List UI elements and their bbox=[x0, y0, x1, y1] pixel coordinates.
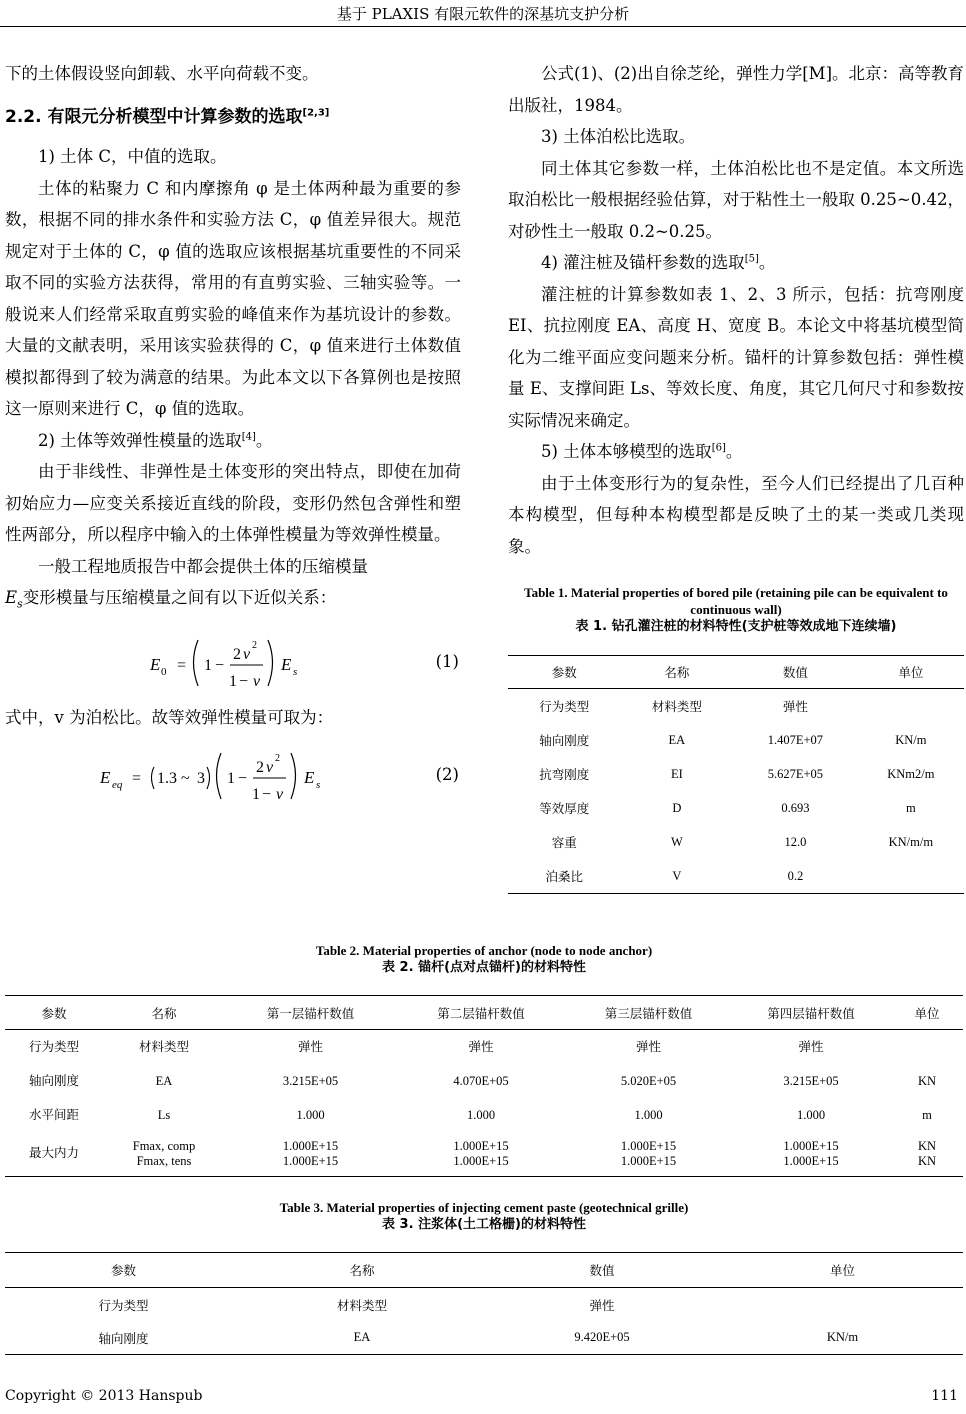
table2-header-cell: 名称 bbox=[103, 996, 225, 1030]
left-column bbox=[5, 58, 461, 815]
table1-header-cell: 名称 bbox=[621, 656, 734, 689]
table3-caption-en: Table 3. Material properties of injecting cement paste (geotechnical grille) bbox=[279, 1200, 689, 1215]
table3-header-cell: 参数 bbox=[5, 1253, 242, 1288]
paragraph-continuation: 下的土体假设竖向卸载、水平向荷载不变。 bbox=[5, 64, 319, 83]
equation-1-formula bbox=[5, 624, 335, 698]
table-cell: m bbox=[922, 1107, 932, 1122]
table-cell: 12.0 bbox=[784, 834, 807, 849]
running-header: 基于 PLAXIS 有限元软件的深基坑支护分析 bbox=[336, 5, 630, 23]
table1-caption-cn: 表 1. 钻孔灌注桩的材料特性(支护桩等效成地下连续墙) bbox=[575, 619, 897, 634]
table2-caption-cn: 表 2. 锚杆(点对点锚杆)的材料特性 bbox=[382, 960, 586, 975]
table-cell: 轴向刚度 bbox=[539, 734, 590, 748]
equation-1 bbox=[5, 624, 461, 698]
table-cell: 0.2 bbox=[787, 868, 804, 883]
table3-header-cell: 数值 bbox=[482, 1253, 722, 1288]
svg-text:1.3: 1.3 bbox=[157, 770, 177, 788]
table-cell: EI bbox=[670, 766, 683, 781]
table-cell: 1.000 bbox=[796, 1107, 826, 1122]
svg-text:s: s bbox=[293, 665, 298, 678]
table-cell: KN bbox=[917, 1073, 937, 1088]
table-row bbox=[5, 1288, 963, 1322]
table-cell: 最大内力 bbox=[28, 1146, 79, 1161]
table-cell: 轴向刚度 bbox=[28, 1073, 79, 1088]
table-cell bbox=[858, 689, 964, 724]
table1-header-cell: 参数 bbox=[508, 656, 621, 689]
table-cell: 泊桑比 bbox=[545, 870, 584, 884]
table3-header-cell: 单位 bbox=[722, 1253, 963, 1288]
table-cell: KN KN bbox=[917, 1138, 937, 1168]
table-cell: 3.215E+05 bbox=[783, 1073, 839, 1088]
svg-text:s: s bbox=[316, 779, 321, 792]
svg-text:2: 2 bbox=[252, 639, 257, 651]
item2-title: 2) 土体等效弹性模量的选取[4]。 bbox=[38, 430, 273, 450]
table-cell: EA bbox=[353, 1330, 371, 1344]
table-row bbox=[5, 1098, 963, 1132]
table-row bbox=[508, 689, 964, 724]
table-cell: 容重 bbox=[551, 836, 577, 850]
item2-citation: [4] bbox=[241, 431, 256, 442]
table2-header-cell: 第一层锚杆数值 bbox=[225, 996, 396, 1030]
svg-text:2: 2 bbox=[275, 753, 280, 765]
header-rule bbox=[0, 26, 966, 27]
item5-title: 5) 土体本够模型的选取[6]。 bbox=[541, 442, 743, 461]
table-cell: 4.070E+05 bbox=[453, 1073, 509, 1088]
svg-text:1: 1 bbox=[252, 786, 260, 804]
table-row bbox=[508, 723, 964, 757]
table1-header-cell: 数值 bbox=[733, 656, 858, 689]
table2-header-cell: 参数 bbox=[5, 996, 103, 1030]
item4-body: 灌注桩的计算参数如表 1、2、3 所示，包括：抗弯刚度 EI、抗拉刚度 EA、高度 H、宽度 B。本论文中将基坑模型简化为二维平面应变问题来分析。锚杆的计算参数包括：弹性模量 E、支撑间距 Ls、等效长度、角度，其它几何尺寸和参数按实际情况来确定。 bbox=[508, 284, 964, 430]
table-cell: 行为类型 bbox=[28, 1039, 79, 1054]
equation-2-formula bbox=[5, 737, 335, 811]
svg-text:=: = bbox=[132, 770, 142, 788]
table2-header-cell: 第四层锚杆数值 bbox=[731, 996, 891, 1030]
table-cell bbox=[858, 859, 964, 894]
table-cell: D bbox=[672, 800, 682, 815]
table-cell: 弹性 bbox=[782, 700, 808, 714]
svg-text:2: 2 bbox=[233, 645, 241, 663]
svg-text:=: = bbox=[177, 656, 187, 674]
item3-title: 3) 土体泊松比选取。 bbox=[541, 127, 696, 146]
table-cell: 1.000E+15 1.000E+15 bbox=[282, 1138, 339, 1168]
table-cell: 材料类型 bbox=[651, 700, 702, 714]
svg-text:1: 1 bbox=[227, 770, 235, 788]
svg-text:~: ~ bbox=[181, 770, 190, 788]
table-cell bbox=[722, 1288, 963, 1322]
table-cell: 材料类型 bbox=[336, 1298, 387, 1313]
item2-body: 由于非线性、非弹性是土体变形的突出特点，即使在加荷初始应力—应变关系接近直线的阶段，变形仍然包含弹性和塑性两部分，所以程序中输入的土体弹性模量为等效弹性模量。 bbox=[5, 462, 461, 544]
item2-body-3: $E_s$变形模量与压缩模量之间有以下近似关系： bbox=[5, 588, 337, 611]
table-cell: 3.215E+05 bbox=[282, 1073, 339, 1088]
equation-2-number: (2) bbox=[435, 765, 459, 785]
svg-text:eq: eq bbox=[112, 779, 123, 792]
table-row bbox=[5, 1132, 963, 1176]
table3 bbox=[5, 1252, 963, 1355]
table-cell: 5.020E+05 bbox=[620, 1073, 677, 1088]
svg-text:E: E bbox=[100, 768, 111, 788]
table-cell: 等效厚度 bbox=[539, 802, 590, 816]
svg-text:1: 1 bbox=[229, 672, 237, 690]
svg-text:v: v bbox=[253, 672, 261, 690]
table-cell: 1.407E+07 bbox=[767, 732, 824, 747]
table-cell: KNm2/m bbox=[887, 766, 935, 781]
svg-text:E: E bbox=[281, 654, 292, 674]
item3-body: 同土体其它参数一样，土体泊松比也不是定值。本文所选取泊松比一般根据经验估算，对于粘性土一般取 0.25~0.42，对砂性土一般取 0.2~0.25。 bbox=[508, 158, 964, 241]
table-cell: 弹性 bbox=[635, 1039, 661, 1054]
table1-header-row bbox=[508, 656, 964, 689]
section-heading: 2.2. 有限元分析模型中计算参数的选取[2,3] bbox=[5, 106, 330, 127]
table-cell: 1.000E+15 1.000E+15 bbox=[620, 1138, 677, 1168]
table1 bbox=[508, 655, 964, 894]
table-row bbox=[5, 1030, 963, 1065]
equation-explanation: 式中，v 为泊松比。故等效弹性模量可取为： bbox=[5, 707, 334, 727]
item4-citation: [5] bbox=[744, 253, 759, 265]
table-cell: 1.000 bbox=[466, 1107, 496, 1122]
svg-text:E: E bbox=[150, 654, 161, 674]
svg-text:0: 0 bbox=[161, 665, 167, 678]
table-cell: 材料类型 bbox=[138, 1039, 189, 1054]
table-cell bbox=[891, 1030, 963, 1065]
table-cell: 1.000 bbox=[634, 1107, 663, 1122]
table-cell: V bbox=[672, 868, 682, 883]
svg-text:1: 1 bbox=[204, 656, 212, 674]
table1-caption bbox=[508, 584, 964, 635]
page-number: 111 bbox=[931, 1388, 958, 1404]
table-row bbox=[508, 859, 964, 894]
table-cell: 1.000E+15 1.000E+15 bbox=[783, 1138, 839, 1168]
table-cell: KN/m bbox=[895, 732, 927, 747]
table-cell: 1.000 bbox=[296, 1107, 325, 1122]
table3-caption-cn: 表 3. 注浆体(土工格栅)的材料特性 bbox=[382, 1217, 586, 1232]
item1-title: 1) 土体 C，中值的选取。 bbox=[38, 147, 227, 166]
item1-body: 土体的粘聚力 C 和内摩擦角 φ 是土体两种最为重要的参数，根据不同的排水条件和实验方法 C，φ 值差异很大。规范规定对于土体的 C，φ 值的选取应该根据基坑重要性的不同采取不同的实验方法获得，常用的有直剪实验、三轴实验等。一般说来人们经常采取直剪实验的峰值来作为基坑设计的参数。大量的文献表明，采用该实验获得的 C，φ 值来进行土体数值模拟都得到了较为满意的结果。为此本文以下各算例也是按照这一原则来进行 C，φ 值的选取。 bbox=[5, 178, 461, 418]
svg-text:−: − bbox=[262, 786, 272, 804]
table-cell: m bbox=[905, 800, 916, 815]
item5-citation: [6] bbox=[711, 442, 726, 454]
table-cell: 弹性 bbox=[468, 1039, 494, 1054]
table-cell: 1.000E+15 1.000E+15 bbox=[453, 1138, 509, 1168]
table-cell: Fmax, comp Fmax, tens bbox=[132, 1138, 196, 1168]
table-row bbox=[5, 1064, 963, 1098]
table-row bbox=[508, 757, 964, 791]
svg-text:−: − bbox=[215, 656, 225, 674]
table-cell: 9.420E+05 bbox=[574, 1330, 630, 1344]
table-cell: 5.627E+05 bbox=[767, 766, 824, 781]
table-cell: 轴向刚度 bbox=[98, 1331, 149, 1346]
formula-source: 公式(1)、(2)出自徐芝纶，弹性力学[M]。北京：高等教育出版社，1984。 bbox=[508, 64, 965, 115]
copyright-footer: Copyright © 2013 Hanspub bbox=[5, 1388, 203, 1404]
table-cell: EA bbox=[668, 732, 686, 747]
svg-text:−: − bbox=[239, 672, 249, 690]
table2-header-cell: 第三层锚杆数值 bbox=[566, 996, 731, 1030]
table-cell: 弹性 bbox=[297, 1039, 323, 1054]
table-cell: 行为类型 bbox=[539, 700, 590, 714]
table3-header-row bbox=[5, 1253, 963, 1288]
table1-caption-en: Table 1. Material properties of bored pile (retaining pile can be equivalent to continuous wall) bbox=[524, 585, 948, 617]
svg-text:−: − bbox=[238, 770, 248, 788]
table2-header-cell: 单位 bbox=[891, 996, 963, 1030]
table1-header-cell: 单位 bbox=[858, 656, 964, 689]
table-cell: EA bbox=[155, 1073, 173, 1088]
svg-text:v: v bbox=[266, 759, 274, 777]
equation-2 bbox=[5, 737, 461, 811]
table2-header-row bbox=[5, 996, 963, 1030]
item4-title: 4) 灌注桩及锚杆参数的选取[5]。 bbox=[541, 253, 776, 272]
table3-caption bbox=[5, 1199, 963, 1233]
equation-1-number: (1) bbox=[435, 651, 459, 671]
table-cell: KN/m/m bbox=[888, 834, 934, 849]
right-column bbox=[508, 58, 964, 562]
table-cell: 0.693 bbox=[781, 800, 810, 815]
table-cell: Ls bbox=[157, 1107, 171, 1122]
table2-caption-en: Table 2. Material properties of anchor (node to node anchor) bbox=[315, 943, 653, 958]
table-cell: 水平间距 bbox=[28, 1107, 79, 1122]
table3-header-cell: 名称 bbox=[242, 1253, 482, 1288]
svg-text:v: v bbox=[276, 786, 284, 804]
table-row bbox=[508, 825, 964, 859]
svg-text:2: 2 bbox=[256, 759, 264, 777]
table2 bbox=[5, 995, 963, 1177]
table-cell: W bbox=[670, 834, 683, 849]
table-cell: 弹性 bbox=[798, 1039, 824, 1054]
item5-body: 由于土体变形行为的复杂性，至今人们已经提出了几百种本构模型，但每种本构模型都是反映了土的某一类或几类现象。 bbox=[508, 473, 964, 556]
section-citation: [2,3] bbox=[302, 106, 330, 118]
table-cell: 行为类型 bbox=[98, 1298, 149, 1313]
table-cell: 抗弯刚度 bbox=[539, 768, 590, 782]
item2-body-2: 一般工程地质报告中都会提供土体的压缩模量 bbox=[38, 556, 368, 576]
svg-text:E: E bbox=[304, 768, 315, 788]
table2-caption bbox=[5, 942, 963, 976]
table-cell: KN/m bbox=[826, 1330, 859, 1344]
svg-text:v: v bbox=[243, 645, 251, 663]
svg-text:3: 3 bbox=[197, 770, 205, 788]
table-row bbox=[508, 791, 964, 825]
table2-header-cell: 第二层锚杆数值 bbox=[396, 996, 566, 1030]
table-row bbox=[5, 1321, 963, 1355]
table-cell: 弹性 bbox=[589, 1298, 615, 1313]
